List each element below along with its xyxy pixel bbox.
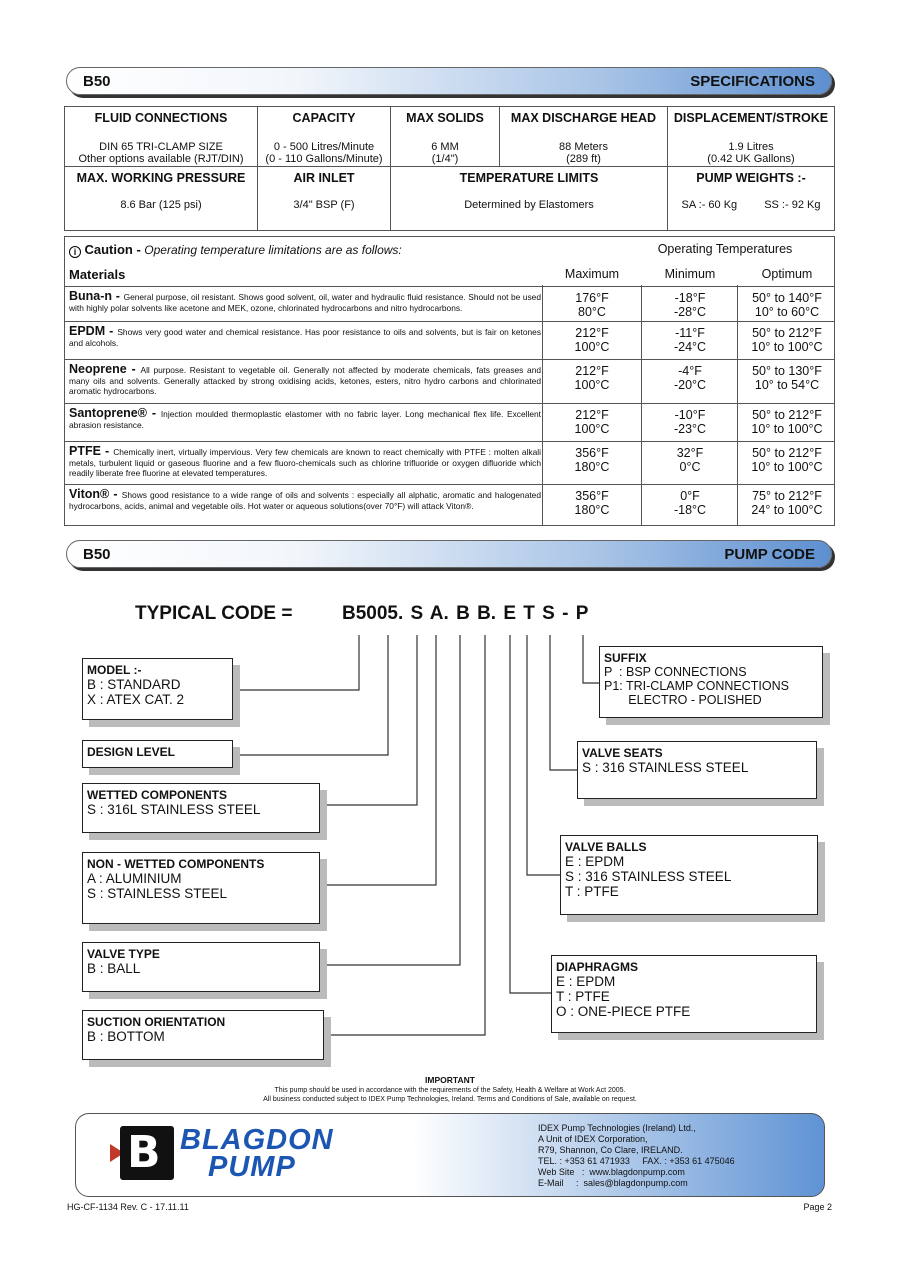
non-wetted-components-box	[82, 852, 320, 924]
box-line: S : 316 STAINLESS STEEL	[565, 869, 732, 884]
box-line: E : EPDM	[556, 974, 616, 989]
min-temp-f: -18°F	[674, 291, 706, 305]
box-line: B : STANDARD	[87, 677, 181, 692]
max-discharge-head-value: 88 Meters	[559, 141, 608, 153]
suffix-box	[599, 646, 823, 718]
max-temp-c: 180°C	[574, 503, 610, 517]
connector-balls	[527, 635, 560, 875]
box-line: T : PTFE	[556, 989, 610, 1004]
material-name: EPDM	[69, 324, 106, 338]
address-line: IDEX Pump Technologies (Ireland) Ltd.,	[538, 1123, 696, 1133]
box-title: WETTED COMPONENTS	[87, 788, 227, 802]
max-solids-label: MAX SOLIDS	[406, 111, 484, 125]
valve-seats-box	[577, 741, 817, 799]
min-temp-c: -24°C	[673, 340, 707, 354]
valve-balls-box	[560, 835, 818, 915]
connector-nonwetted	[320, 635, 436, 885]
box-title: VALVE TYPE	[87, 947, 160, 961]
displacement-value: 1.9 Litres	[728, 141, 774, 153]
air-inlet-value: 3/4" BSP (F)	[293, 199, 355, 211]
min-temp-f: -4°F	[678, 364, 702, 378]
diaphragms-box	[551, 955, 817, 1033]
opt-temp-c: 10° to 100°C	[751, 460, 823, 474]
material-row-viton: Viton® - Shows good resistance to a wide range of oils and solvents : especially all alphatic, aromatic and halogenated hydrocarbons, acids, animal and vegetable oils. Hot water or aqueous solutions(over 70°F) will attack Viton®. 356°F 180°C 0°F -18°C 75° to 212°F 24° to 100°C	[65, 484, 834, 526]
opt-temp-f: 50° to 212°F	[752, 408, 822, 422]
material-name: Neoprene	[69, 362, 127, 376]
box-line: P1: TRI-CLAMP CONNECTIONS	[604, 679, 789, 693]
min-temp-f: -11°F	[675, 326, 705, 340]
opt-temp-c: 10° to 60°C	[754, 305, 820, 319]
fluid-connections-value: DIN 65 TRI-CLAMP SIZE	[99, 141, 223, 153]
box-line: B : BOTTOM	[87, 1029, 165, 1044]
typical-code-value: B5005. S A. B B. E T S - P	[342, 603, 589, 624]
connector-diaphragms	[510, 635, 552, 993]
box-line: T : PTFE	[565, 884, 619, 899]
material-desc: Shows very good water and chemical resistance. Has poor resistance to oils and solvents, but is fair on ketones and alcohols.	[69, 327, 542, 348]
connector-suction	[324, 635, 485, 1035]
connector-valvetype	[320, 635, 460, 965]
capacity-label: CAPACITY	[292, 111, 356, 125]
pump-weights-label: PUMP WEIGHTS :-	[696, 171, 806, 185]
connector-design	[233, 635, 388, 755]
box-line: E : EPDM	[565, 854, 625, 869]
max-solids-inch: (1/4")	[431, 153, 459, 165]
brand-name: BLAGDON	[180, 1124, 334, 1156]
email-link[interactable]: E-Mail : sales@blagdonpump.com	[538, 1178, 688, 1188]
material-name: Buna-n	[69, 289, 113, 303]
box-line: O : ONE-PIECE PTFE	[556, 1004, 691, 1019]
material-name: PTFE	[69, 444, 101, 458]
design-level-box	[82, 740, 233, 768]
max-temp-c: 100°C	[574, 340, 610, 354]
box-title: NON - WETTED COMPONENTS	[87, 857, 265, 871]
displacement-gallons: (0.42 UK Gallons)	[707, 153, 795, 165]
maximum-heading: Maximum	[564, 267, 620, 281]
opt-temp-f: 50° to 130°F	[752, 364, 822, 378]
material-row-neoprene: Neoprene - All purpose. Resistant to vegetable oil. Generally not affected by moderate chemicals, fats greases and many oils and solvents. Generally attacked by strong oxidising acids, ketones, esters, nitro hydro carbons and chlorinated aromatic hydrocarbons. 212°F 100°C -4°F -20°C 50° to 130°F 10° to 54°C	[65, 359, 834, 403]
connector-suffix	[583, 635, 600, 683]
valve-type-box	[82, 942, 320, 992]
max-temp-c: 80°C	[578, 305, 606, 319]
material-desc: Chemically inert, virtually impervious. Very few chemicals are known to react chemically with PTFE : molten alkali metals, turbulent liquid or gaseous fluorine and a few fluoro-chemicals such as chlorine trifluoride or oxygen difluoride which readily liberate free fluorine at elevated temperatures.	[69, 447, 541, 478]
material-desc: Shows good resistance to a wide range of oils and solvents : especially all alphatic, aromatic and halogenated hydrocarbons, acids, animal and vegetable oils. Hot water or aqueous solutions(over 70°F) will attack Viton®.	[69, 490, 541, 511]
material-desc: General purpose, oil resistant. Shows good solvent, oil, water and hydraulic fluid resistance. Should not be used with highly polar solvents like acetone and MEK, ozone, chlorinated hydrocarbons and nitro hydrocarbons.	[69, 292, 541, 313]
typical-code-label: TYPICAL CODE =	[135, 603, 293, 624]
info-icon: i	[69, 246, 81, 258]
min-temp-c: -18°C	[673, 503, 707, 517]
max-temp-f: 212°F	[575, 326, 609, 340]
footer-panel	[75, 1113, 825, 1197]
box-line: S : 316 STAINLESS STEEL	[582, 760, 749, 775]
material-desc: All purpose. Resistant to vegetable oil. Generally not affected by moderate chemicals, fats greases and many oils and solvents. Generally attacked by strong oxidising acids, ketones, esters, nitro hydro carbons and chlorinated aromatic hydrocarbons.	[69, 365, 542, 396]
material-row-ptfe: PTFE - Chemically inert, virtually impervious. Very few chemicals are known to react chemically with PTFE : molten alkali metals, turbulent liquid or gaseous fluorine and a few fluoro-chemicals such as chlorine trifluoride or oxygen difluoride which readily liberate free fluorine at elevated temperatures. 356°F 180°C 32°F 0°C 50° to 212°F 10° to 100°C	[65, 441, 834, 484]
brand-name-2: PUMP	[208, 1151, 296, 1183]
max-solids-value: 6 MM	[431, 141, 459, 153]
weight-sa: SA :- 60 Kg	[681, 199, 738, 211]
opt-temp-c: 10° to 54°C	[754, 378, 820, 392]
min-temp-c: -23°C	[673, 422, 707, 436]
opt-temp-f: 50° to 212°F	[752, 446, 822, 460]
model-box	[82, 658, 233, 720]
max-temp-c: 180°C	[574, 460, 610, 474]
opt-temp-c: 10° to 100°C	[751, 422, 823, 436]
connector-model	[233, 635, 359, 690]
max-temp-f: 212°F	[575, 408, 609, 422]
box-title: DESIGN LEVEL	[87, 745, 176, 759]
air-inlet-label: AIR INLET	[293, 171, 355, 185]
connector-wetted	[320, 635, 417, 805]
box-title: DIAPHRAGMS	[556, 960, 639, 974]
caution-text: Operating temperature limitations are as follows:	[144, 243, 402, 257]
min-temp-c: -20°C	[673, 378, 707, 392]
important-notice	[0, 1076, 900, 1104]
document-reference: HG-CF-1134 Rev. C - 17.11.11	[67, 1202, 189, 1212]
connector-seats	[550, 635, 577, 770]
page-number: Page 2	[803, 1202, 832, 1212]
important-line: This pump should be used in accordance with the requirements of the Safety, Health & Welfare at Work Act 2005.	[274, 1087, 626, 1094]
max-temp-c: 100°C	[574, 422, 610, 436]
operating-temperatures-heading: Operating Temperatures	[657, 242, 793, 256]
minimum-heading: Minimum	[664, 267, 716, 281]
min-temp-f: 32°F	[676, 446, 704, 460]
opt-temp-f: 50° to 212°F	[752, 326, 822, 340]
max-temp-c: 100°C	[574, 378, 610, 392]
box-line: S : STAINLESS STEEL	[87, 886, 228, 901]
box-line: X : ATEX CAT. 2	[87, 692, 185, 707]
material-row-epdm: EPDM - Shows very good water and chemical resistance. Has poor resistance to oils and solvents, but is fair on ketones and alcohols. 212°F 100°C -11°F -24°C 50° to 212°F 10° to 100°C	[65, 321, 834, 359]
max-temp-f: 356°F	[575, 446, 609, 460]
box-title: MODEL :-	[87, 663, 142, 677]
material-name: Viton®	[69, 487, 110, 501]
min-temp-c: -28°C	[673, 305, 707, 319]
materials-heading: Materials	[69, 267, 126, 282]
box-line: B : BALL	[87, 961, 141, 976]
box-title: VALVE SEATS	[582, 746, 663, 760]
opt-temp-c: 24° to 100°C	[751, 503, 823, 517]
min-temp-c: 0°C	[679, 460, 701, 474]
fluid-connections-note: Other options available (RJT/DIN)	[78, 153, 244, 165]
fluid-connections-label: FLUID CONNECTIONS	[94, 111, 228, 125]
box-title: SUFFIX	[604, 651, 647, 665]
box-title: VALVE BALLS	[565, 840, 647, 854]
capacity-value: 0 - 500 Litres/Minute	[273, 141, 375, 153]
optimum-heading: Optimum	[761, 267, 813, 281]
important-title: IMPORTANT	[425, 1075, 475, 1085]
min-temp-f: -10°F	[674, 408, 706, 422]
blagdon-b-logo: B	[120, 1126, 174, 1180]
section-title: PUMP CODE	[724, 546, 815, 563]
box-line: S : 316L STAINLESS STEEL	[87, 802, 261, 817]
temperature-limits-label: TEMPERATURE LIMITS	[459, 171, 599, 185]
material-row-buna-n: Buna-n - General purpose, oil resistant. Shows good solvent, oil, water and hydraulic fluid resistance. Should not be used with highly polar solvents like acetone and MEK, ozone, chlorinated hydrocarbons and nitro hydrocarbons. 176°F 80°C -18°F -28°C 50° to 140°F 10° to 60°C	[65, 286, 834, 321]
temperature-limits-value: Determined by Elastomers	[464, 199, 594, 211]
material-name: Santoprene®	[69, 406, 147, 420]
max-temp-f: 176°F	[575, 291, 609, 305]
weight-ss: SS :- 92 Kg	[764, 199, 821, 211]
max-temp-f: 356°F	[575, 489, 609, 503]
suction-orientation-box	[82, 1010, 324, 1060]
working-pressure-label: MAX. WORKING PRESSURE	[76, 171, 246, 185]
website-link[interactable]: Web Site : www.blagdonpump.com	[538, 1167, 685, 1177]
caution-title: Caution -	[84, 242, 141, 257]
min-temp-f: 0°F	[680, 489, 700, 503]
wetted-components-box	[82, 783, 320, 833]
material-row-santoprene: Santoprene® - Injection moulded thermoplastic elastomer with no fabric layer. Long mechanical flex life. Excellent abrasion resistance. 212°F 100°C -10°F -23°C 50° to 212°F 10° to 100°C	[65, 403, 834, 441]
displacement-label: DISPLACEMENT/STROKE	[673, 111, 829, 125]
max-discharge-head-label: MAX DISCHARGE HEAD	[510, 111, 657, 125]
opt-temp-f: 50° to 140°F	[752, 291, 822, 305]
address-line: A Unit of IDEX Corporation,	[538, 1134, 648, 1144]
capacity-value-gallons: (0 - 110 Gallons/Minute)	[265, 153, 383, 165]
box-line: ELECTRO - POLISHED	[604, 693, 762, 707]
section-title: SPECIFICATIONS	[690, 73, 815, 90]
max-discharge-head-ft: (289 ft)	[566, 153, 601, 165]
company-address	[538, 1123, 735, 1189]
box-line: P : BSP CONNECTIONS	[604, 665, 747, 679]
opt-temp-f: 75° to 212°F	[752, 489, 822, 503]
max-temp-f: 212°F	[575, 364, 609, 378]
box-title: SUCTION ORIENTATION	[87, 1015, 226, 1029]
address-line: TEL. : +353 61 471933 FAX. : +353 61 475046	[538, 1156, 735, 1166]
material-desc: Injection moulded thermoplastic elastomer with no fabric layer. Long mechanical flex life. Excellent abrasion resistance.	[69, 409, 541, 430]
model-label: B50	[83, 546, 111, 563]
opt-temp-c: 10° to 100°C	[751, 340, 823, 354]
address-line: R79, Shannon, Co Clare, IRELAND.	[538, 1145, 683, 1155]
box-line: A : ALUMINIUM	[87, 871, 182, 886]
model-label: B50	[83, 73, 111, 90]
working-pressure-value: 8.6 Bar (125 psi)	[120, 199, 202, 211]
important-line: All business conducted subject to IDEX Pump Technologies, Ireland. Terms and Conditions of Sale, available on request.	[263, 1096, 637, 1103]
